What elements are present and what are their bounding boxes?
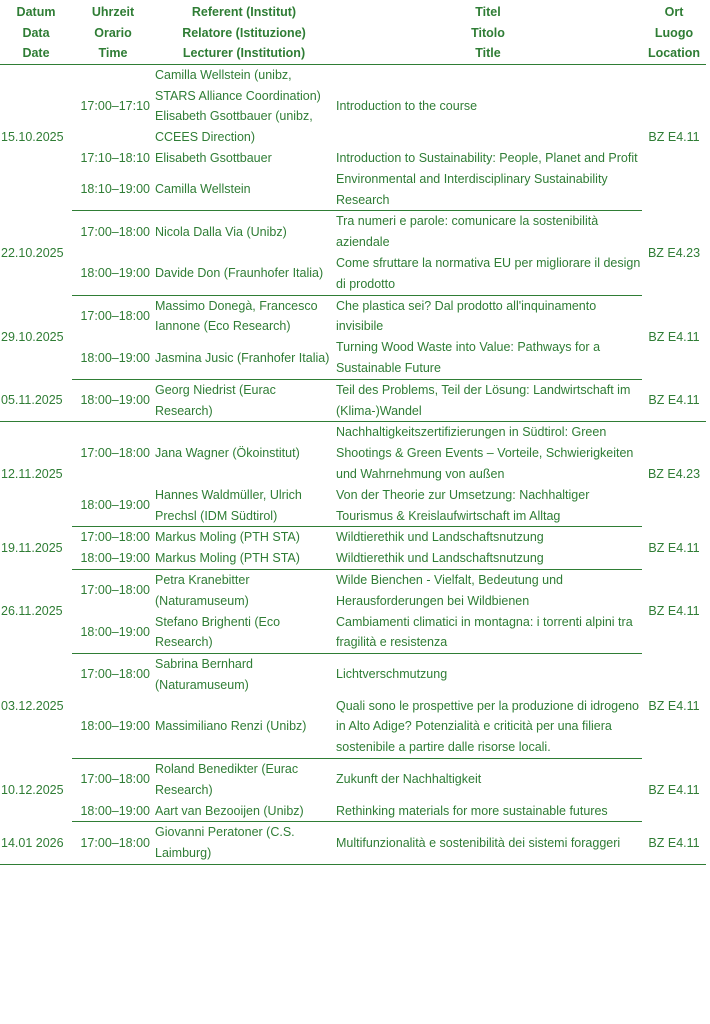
session-time: 17:00–18:00	[80, 667, 150, 682]
table-row	[0, 253, 706, 295]
header-title	[334, 0, 642, 64]
session-location: BZ E4.11	[648, 782, 700, 797]
header-time-en: Time	[98, 46, 128, 61]
session-location: BZ E4.23	[647, 467, 701, 482]
session-title: Che plastica sei? Dal prodotto all'inquinamento invisibile	[336, 298, 597, 334]
session-lecturer: Giovanni Peratoner (C.S. Laimburg)	[154, 822, 334, 865]
session-time: 17:00–17:10	[80, 98, 150, 113]
header-time-it: Orario	[94, 25, 132, 40]
table-row	[0, 527, 706, 548]
session-title: Zukunft der Nachhaltigkeit	[336, 772, 482, 787]
session-title: Teil des Problems, Teil der Lösung: Landwirtschaft im (Klima-)Wandel	[334, 379, 642, 422]
header-lecturer-en: Lecturer (Institution)	[182, 46, 306, 61]
session-time: 18:00–19:00	[72, 379, 154, 422]
table-row	[0, 379, 706, 422]
session-location: BZ E4.11	[648, 130, 700, 145]
session-lecturer: Jasmina Jusic (Franhofer Italia)	[154, 337, 334, 379]
table-row	[0, 64, 706, 148]
table-row	[0, 337, 706, 379]
table-row	[0, 295, 706, 337]
header-location-de: Ort	[664, 5, 684, 19]
session-location: BZ E4.23	[647, 245, 701, 260]
session-title: Quali sono le prospettive per la produzione di idrogeno in Alto Adige? Potenzialità e criticità per una filiera sostenibile a partire dalle risorse locali.	[334, 696, 642, 759]
session-lecturer: Camilla Wellstein	[154, 169, 334, 211]
session-lecturer: Roland Benedikter (Eurac Research)	[155, 762, 299, 797]
session-time: 17:00–18:00	[80, 772, 150, 787]
session-time: 18:00–19:00	[72, 485, 154, 527]
session-lecturer: Elisabeth Gsottbauer	[155, 150, 272, 165]
table-row	[0, 612, 706, 654]
header-lecturer	[154, 0, 334, 64]
session-title: Wildtierethik und Landschaftsnutzung	[336, 530, 544, 545]
session-title: Introduction to the course	[336, 98, 478, 113]
session-lecturer: Georg Niedrist (Eurac Research)	[154, 379, 334, 422]
session-title: Tra numeri e parole: comunicare la sostenibilità aziendale	[336, 214, 599, 250]
session-lecturer: Markus Moling (PTH STA)	[155, 530, 300, 545]
table-row	[0, 422, 706, 485]
header-location-it: Luogo	[654, 25, 694, 40]
session-title: Lichtverschmutzung	[336, 667, 448, 682]
session-date: 15.10.2025	[1, 130, 64, 145]
session-lecturer: Massimiliano Renzi (Unibz)	[154, 696, 334, 759]
table-row	[0, 569, 706, 611]
session-date: 10.12.2025	[1, 782, 64, 797]
session-time: 17:00–18:00	[80, 224, 150, 239]
session-title: Introduction to Sustainability: People, Planet and Profit	[336, 150, 638, 165]
session-time: 18:00–19:00	[72, 548, 154, 569]
header-title-it: Titolo	[471, 25, 505, 40]
session-date: 29.10.2025	[1, 329, 64, 344]
header-date-en: Date	[22, 46, 50, 61]
session-location: BZ E4.11	[648, 329, 700, 344]
session-date: 14.01 2026	[0, 822, 72, 865]
session-location: BZ E4.11	[642, 379, 706, 422]
table-row	[0, 759, 706, 801]
session-title: Environmental and Interdisciplinary Sustainability Research	[334, 169, 642, 211]
session-title: Nachhaltigkeitszertifizierungen in Südtirol: Green Shootings & Green Events – Vorteile, Schwierigkeiten und Wahrnehmung von außen	[336, 425, 634, 481]
session-time: 18:00–19:00	[72, 612, 154, 654]
header-date-it: Data	[22, 25, 50, 40]
table-row	[0, 822, 706, 865]
session-date: 26.11.2025	[1, 604, 63, 619]
session-date: 12.11.2025	[1, 467, 63, 482]
session-lecturer: Markus Moling (PTH STA)	[154, 548, 334, 569]
session-time: 17:00–18:00	[72, 822, 154, 865]
session-title: Von der Theorie zur Umsetzung: Nachhaltiger Tourismus & Kreislaufwirtschaft im Alltag	[334, 485, 642, 527]
table-row	[0, 169, 706, 211]
session-time: 18:00–19:00	[72, 253, 154, 295]
schedule-body	[0, 64, 706, 864]
header-time-de: Uhrzeit	[91, 5, 135, 19]
header-title-en: Title	[475, 46, 501, 61]
table-row	[0, 211, 706, 253]
session-lecturer: Sabrina Bernhard (Naturamuseum)	[155, 657, 253, 692]
session-lecturer: Hannes Waldmüller, Ulrich Prechsl (IDM Südtirol)	[154, 485, 334, 527]
table-row	[0, 148, 706, 169]
session-title: Come sfruttare la normativa EU per migliorare il design di prodotto	[334, 253, 642, 295]
header-lecturer-de: Referent (Institut)	[191, 5, 297, 19]
session-lecturer: Davide Don (Fraunhofer Italia)	[154, 253, 334, 295]
session-location: BZ E4.11	[642, 822, 706, 865]
header-date-de: Datum	[16, 5, 56, 19]
session-date: 19.11.2025	[1, 540, 63, 555]
header-date	[0, 0, 72, 64]
session-time: 17:00–18:00	[80, 530, 150, 545]
table-row	[0, 696, 706, 759]
session-lecturer: Stefano Brighenti (Eco Research)	[154, 612, 334, 654]
session-title: Cambiamenti climatici in montagna: i torrenti alpini tra fragilità e resistenza	[334, 612, 642, 654]
session-time: 18:00–19:00	[72, 337, 154, 379]
session-lecturer: Nicola Dalla Via (Unibz)	[155, 224, 287, 239]
header-location	[642, 0, 706, 64]
session-location: BZ E4.11	[648, 540, 700, 555]
session-time: 17:00–18:00	[80, 446, 150, 461]
header-title-de: Titel	[475, 5, 501, 19]
table-row	[0, 801, 706, 822]
header-lecturer-it: Relatore (Istituzione)	[182, 25, 306, 40]
session-lecturer: Camilla Wellstein (unibz, STARS Alliance Coordination) Elisabeth Gsottbauer (unibz, CCEES Direction)	[155, 67, 321, 145]
header-time	[72, 0, 154, 64]
session-lecturer: Massimo Donegà, Francesco Iannone (Eco Research)	[155, 298, 318, 334]
session-time: 17:10–18:10	[80, 150, 150, 165]
session-time: 17:00–18:00	[80, 308, 150, 323]
session-title: Wildtierethik und Landschaftsnutzung	[334, 548, 642, 569]
table-row	[0, 548, 706, 569]
session-lecturer: Aart van Bezooijen (Unibz)	[154, 801, 334, 822]
session-lecturer: Jana Wagner (Ökoinstitut)	[155, 446, 300, 461]
session-lecturer: Petra Kranebitter (Naturamuseum)	[155, 572, 250, 608]
session-location: BZ E4.11	[648, 698, 700, 713]
header-location-en: Location	[647, 46, 701, 61]
session-date: 05.11.2025	[0, 379, 72, 422]
session-time: 18:10–19:00	[72, 169, 154, 211]
session-date: 22.10.2025	[1, 245, 64, 260]
table-row	[0, 485, 706, 527]
session-title: Rethinking materials for more sustainable futures	[334, 801, 642, 822]
header-row	[0, 0, 706, 64]
session-date: 03.12.2025	[1, 698, 64, 713]
session-title: Wilde Bienchen - Vielfalt, Bedeutung und Herausforderungen bei Wildbienen	[336, 572, 564, 608]
session-title: Turning Wood Waste into Value: Pathways for a Sustainable Future	[334, 337, 642, 379]
session-time: 18:00–19:00	[72, 696, 154, 759]
session-time: 18:00–19:00	[72, 801, 154, 822]
session-location: BZ E4.11	[648, 604, 700, 619]
session-time: 17:00–18:00	[80, 583, 150, 598]
table-row	[0, 654, 706, 696]
session-title: Multifunzionalità e sostenibilità dei sistemi foraggeri	[334, 822, 642, 865]
